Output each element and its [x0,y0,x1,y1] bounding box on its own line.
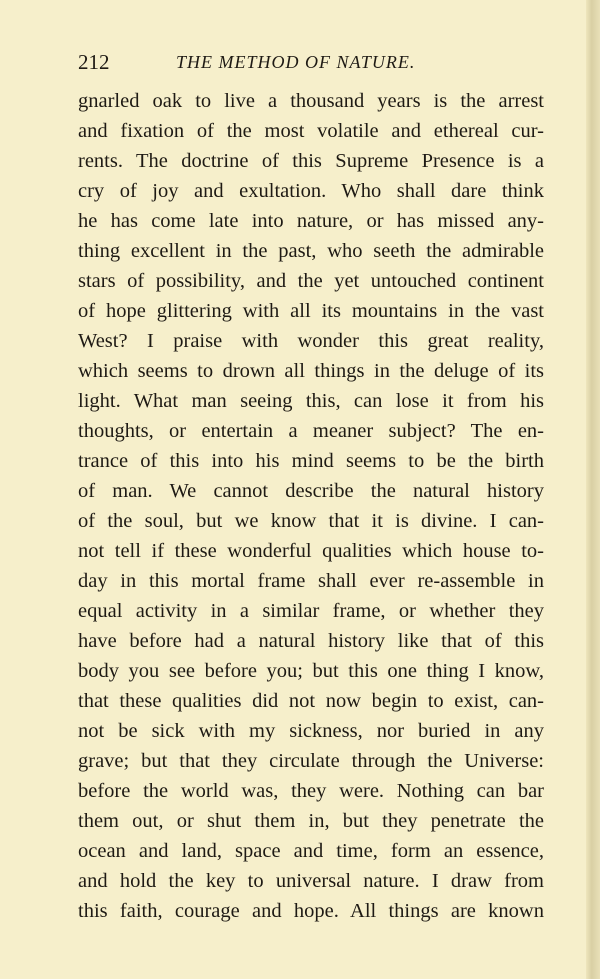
text-line: thing excellent in the past, who seeth the admirable [78,240,544,262]
text-line: rents. The doctrine of this Supreme Presence is a [78,150,544,172]
text-line: light. What man seeing this, can lose it from his [78,390,544,412]
page-edge [586,0,600,979]
text-line: them out, or shut them in, but they penetrate the [78,810,544,832]
body-text [78,86,544,926]
text-line: this faith, courage and hope. All things are known [78,900,544,922]
text-line: of man. We cannot describe the natural history [78,480,544,502]
text-line: have before had a natural history like that of this [78,630,544,652]
text-line: trance of this into his mind seems to be the birth [78,450,544,472]
page-header [78,50,544,78]
text-line: he has come late into nature, or has missed any- [78,210,544,232]
page-number: 212 [78,50,110,74]
text-line: of hope glittering with all its mountains in the vast [78,300,544,322]
text-line: gnarled oak to live a thousand years is the arrest [78,90,544,112]
text-line: body you see before you; but this one thing I know, [78,660,544,682]
text-line: stars of possibility, and the yet untouched continent [78,270,544,292]
text-line: not be sick with my sickness, nor buried in any [78,720,544,742]
text-line: West? I praise with wonder this great reality, [78,330,544,352]
running-title: THE METHOD OF NATURE. [176,52,416,72]
text-line: that these qualities did not now begin to exist, can- [78,690,544,712]
text-line: not tell if these wonderful qualities which house to- [78,540,544,562]
text-line: which seems to drown all things in the deluge of its [78,360,544,382]
text-line: equal activity in a similar frame, or whether they [78,600,544,622]
text-line: and fixation of the most volatile and ethereal cur- [78,120,544,142]
text-line: grave; but that they circulate through the Universe: [78,750,544,772]
text-line: of the soul, but we know that it is divine. I can- [78,510,544,532]
text-line: day in this mortal frame shall ever re-assemble in [78,570,544,592]
text-line: before the world was, they were. Nothing can bar [78,780,544,802]
text-line: thoughts, or entertain a meaner subject? The en- [78,420,544,442]
text-line: ocean and land, space and time, form an essence, [78,840,544,862]
text-line: cry of joy and exultation. Who shall dare think [78,180,544,202]
text-line: and hold the key to universal nature. I draw from [78,870,544,892]
